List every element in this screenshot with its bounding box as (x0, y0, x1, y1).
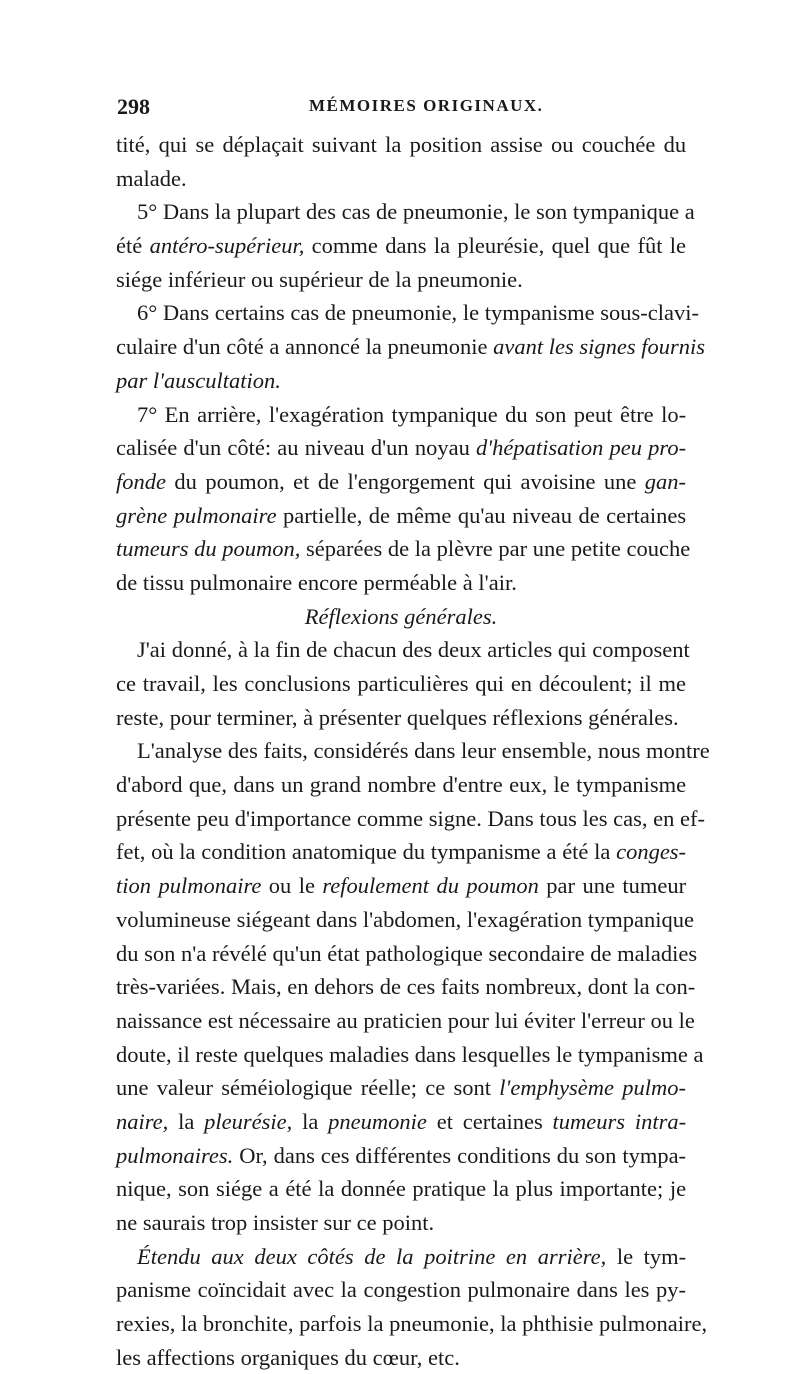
text-line: volumineuse siégeant dans l'abdomen, l'exagération tympanique (116, 906, 694, 932)
text-line: panisme coïncidait avec la congestion pulmonaire dans les py- (116, 1277, 687, 1303)
text-line: doute, il reste quelques maladies dans lesquelles le tympanisme a (116, 1041, 704, 1067)
text-line: été antéro-supérieur, comme dans la pleurésie, quel que fût le (116, 233, 687, 259)
page-header (117, 94, 682, 124)
text-line: naire, la pleurésie, la pneumonie et certaines tumeurs intra- (116, 1108, 687, 1134)
text-line: par l'auscultation. (116, 367, 281, 393)
text-line: présente peu d'importance comme signe. Dans tous les cas, en ef- (116, 805, 705, 831)
text-line: de tissu pulmonaire encore perméable à l'air. (116, 569, 517, 595)
text-line: fet, où la condition anatomique du tympanisme a été la conges- (116, 839, 687, 865)
text-line: du son n'a révélé qu'un état pathologique secondaire de maladies (116, 940, 698, 966)
text-line: reste, pour terminer, à présenter quelques réflexions générales. (116, 704, 679, 730)
text-line: J'ai donné, à la fin de chacun des deux articles qui composent (137, 637, 690, 663)
section-heading: Réflexions générales. (304, 603, 498, 629)
text-line: fonde du poumon, et de l'engorgement qui avoisine une gan- (116, 468, 687, 494)
text-line: d'abord que, dans un grand nombre d'entre eux, le tympanisme (116, 772, 687, 798)
text-line: malade. (116, 165, 187, 191)
text-line: pulmonaires. Or, dans ces différentes conditions du son tympa- (116, 1142, 687, 1168)
text-line: culaire d'un côté a annoncé la pneumonie avant les signes fournis (116, 334, 705, 360)
text-line: siége inférieur ou supérieur de la pneumonie. (116, 266, 523, 292)
text-line: 6° Dans certains cas de pneumonie, le tympanisme sous-clavi- (137, 300, 700, 326)
text-line: Étendu aux deux côtés de la poitrine en arrière, le tym- (137, 1243, 687, 1269)
running-title: MÉMOIRES ORIGINAUX. (309, 96, 544, 115)
text-line: calisée d'un côté: au niveau d'un noyau d'hépatisation peu pro- (116, 435, 687, 461)
text-line: nique, son siége a été la donnée pratique la plus importante; je (116, 1176, 687, 1202)
text-line: une valeur séméiologique réelle; ce sont l'emphysème pulmo- (116, 1075, 687, 1101)
text-line: 7° En arrière, l'exagération tympanique du son peut être lo- (137, 401, 687, 427)
text-line: rexies, la bronchite, parfois la pneumonie, la phthisie pulmonaire, (116, 1311, 708, 1337)
text-line: tion pulmonaire ou le refoulement du poumon par une tumeur (116, 873, 687, 899)
text-line: ce travail, les conclusions particulières qui en découlent; il me (116, 671, 687, 696)
text-line: très-variées. Mais, en dehors de ces faits nombreux, dont la con- (116, 974, 696, 1000)
text-line: tité, qui se déplaçait suivant la position assise ou couchée du (116, 132, 687, 157)
text-line: les affections organiques du cœur, etc. (116, 1344, 460, 1370)
text-line: 5° Dans la plupart des cas de pneumonie, le son tympanique a (137, 199, 695, 225)
text-line: grène pulmonaire partielle, de même qu'au niveau de certaines (116, 502, 687, 528)
text-line: naissance est nécessaire au praticien pour lui éviter l'erreur ou le (116, 1007, 695, 1033)
page-number: 298 (117, 94, 150, 119)
text-line: L'analyse des faits, considérés dans leur ensemble, nous montre (137, 738, 710, 764)
body-text (116, 128, 710, 1374)
text-line: ne saurais trop insister sur ce point. (116, 1210, 435, 1235)
text-line: tumeurs du poumon, séparées de la plèvre par une petite couche (116, 536, 691, 562)
